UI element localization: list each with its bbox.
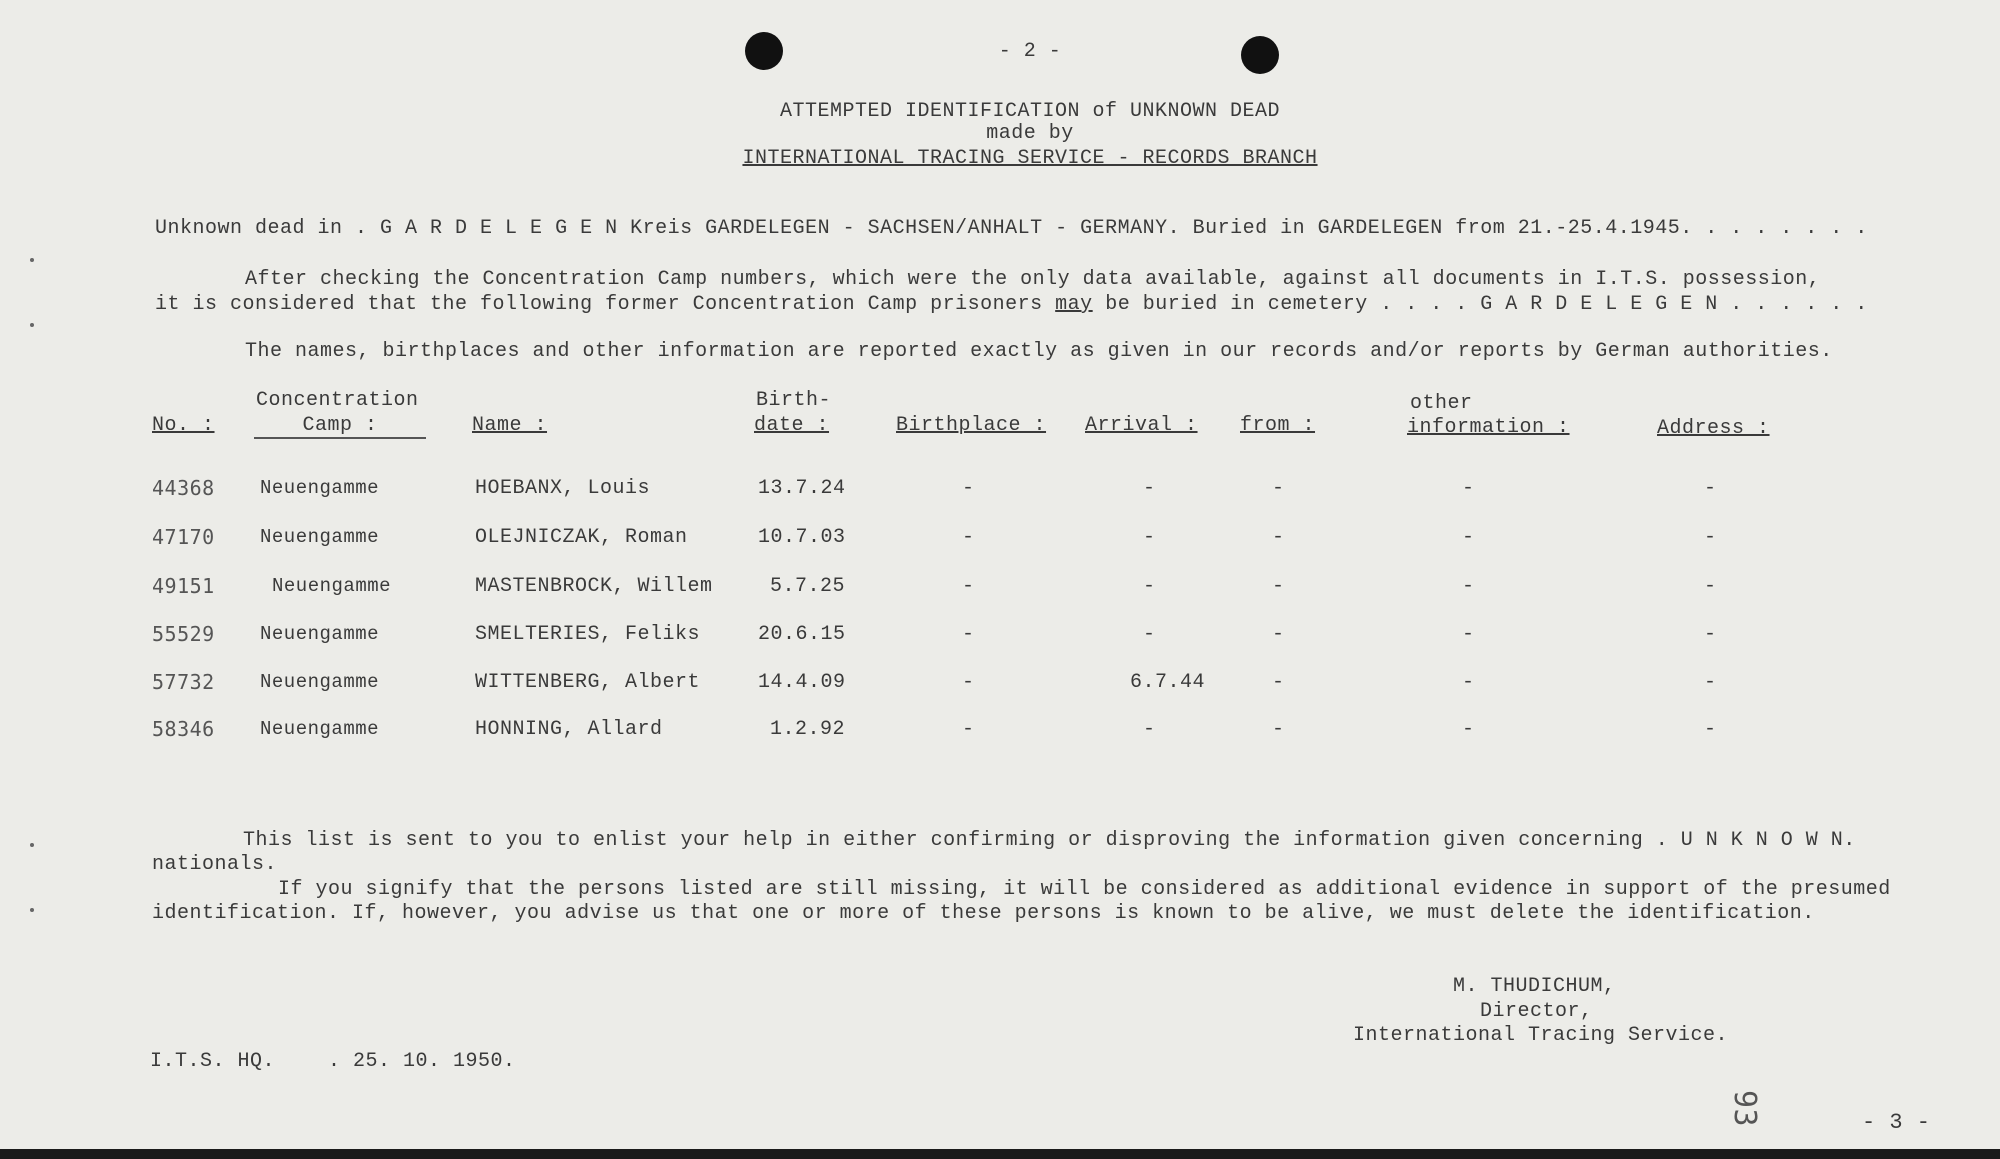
records-note: The names, birthplaces and other information are reported exactly as given in our records and/or reports by German authorities.: [245, 340, 1833, 363]
row1-no: 44368: [152, 476, 215, 500]
next-page-indicator: - 3 -: [1862, 1110, 1931, 1135]
footer-hq: I.T.S. HQ.: [150, 1050, 276, 1073]
row5-birthplace: -: [962, 671, 975, 694]
row5-no: 57732: [152, 670, 215, 694]
row1-address: -: [1704, 477, 1717, 500]
row6-other: -: [1462, 718, 1475, 741]
intro-line2-may: may: [1055, 293, 1093, 316]
row2-from: -: [1272, 526, 1285, 549]
row1-name: HOEBANX, Louis: [475, 477, 651, 500]
row1-from: -: [1272, 477, 1285, 500]
col-header-no: No. :: [152, 414, 215, 437]
row3-birthdate: 5.7.25: [770, 575, 846, 598]
row2-no: 47170: [152, 525, 215, 549]
location-line: Unknown dead in . G A R D E L E G E N Kreis GARDELEGEN - SACHSEN/ANHALT - GERMANY. Buried in GARDELEGEN from 21.-25.4.1945. . . . . . . .: [155, 217, 1868, 240]
row3-other: -: [1462, 575, 1475, 598]
row2-arrival: -: [1143, 526, 1156, 549]
intro-paragraph-line1: After checking the Concentration Camp numbers, which were the only data available, against all documents in I.T.S. possession,: [245, 268, 1821, 291]
punch-hole-left: [745, 32, 783, 70]
col-header-birth-top: Birth-: [756, 389, 832, 412]
signature-name: M. THUDICHUM,: [1453, 975, 1616, 998]
row2-other: -: [1462, 526, 1475, 549]
col-header-other-top: other: [1410, 392, 1473, 415]
closing-para2-line2: identification. If, however, you advise us that one or more of these persons is known to be alive, we must delete the identification.: [152, 902, 1815, 925]
col-header-address: Address :: [1657, 417, 1770, 440]
header-title: ATTEMPTED IDENTIFICATION of UNKNOWN DEAD: [779, 100, 1281, 123]
row4-arrival: -: [1143, 623, 1156, 646]
row6-address: -: [1704, 718, 1717, 741]
col-header-name: Name :: [472, 414, 548, 437]
row4-address: -: [1704, 623, 1717, 646]
row6-no: 58346: [152, 717, 215, 741]
col-header-camp-top: Concentration: [256, 389, 419, 412]
intro-line2-start: it is considered that the following former Concentration Camp prisoners: [155, 293, 1043, 316]
row5-arrival: 6.7.44: [1130, 671, 1206, 694]
row1-birthplace: -: [962, 477, 975, 500]
row5-name: WITTENBERG, Albert: [475, 671, 701, 694]
signature-org: International Tracing Service.: [1353, 1024, 1729, 1047]
row3-arrival: -: [1143, 575, 1156, 598]
header-service: INTERNATIONAL TRACING SERVICE - RECORDS BRANCH: [742, 147, 1318, 170]
col-header-from: from :: [1240, 414, 1316, 437]
row6-camp: Neuengamme: [260, 718, 380, 740]
col-header-arrival: Arrival :: [1085, 414, 1198, 437]
col-header-birthplace: Birthplace :: [896, 414, 1047, 437]
closing-para2-line1: If you signify that the persons listed are still missing, it will be considered as additional evidence in support of the presumed: [278, 878, 1891, 901]
margin-speck: [30, 908, 34, 912]
row5-other: -: [1462, 671, 1475, 694]
margin-speck: [30, 323, 34, 327]
handwritten-page-number: 93: [1727, 1090, 1762, 1128]
row2-birthdate: 10.7.03: [758, 526, 846, 549]
margin-speck: [30, 843, 34, 847]
row6-arrival: -: [1143, 718, 1156, 741]
row5-birthdate: 14.4.09: [758, 671, 846, 694]
row5-camp: Neuengamme: [260, 671, 380, 693]
row2-camp: Neuengamme: [260, 526, 380, 548]
row4-birthdate: 20.6.15: [758, 623, 846, 646]
row4-camp: Neuengamme: [260, 623, 380, 645]
col-header-camp-bottom: Camp :: [254, 414, 426, 439]
row4-name: SMELTERIES, Feliks: [475, 623, 701, 646]
row2-name: OLEJNICZAK, Roman: [475, 526, 688, 549]
closing-para1-line1: This list is sent to you to enlist your help in either confirming or disproving the information given concerning . U N K N O W N.: [243, 829, 1856, 852]
row3-from: -: [1272, 575, 1285, 598]
intro-line2-end: be buried in cemetery . . . . G A R D E L E G E N . . . . . .: [1105, 293, 1868, 316]
row2-birthplace: -: [962, 526, 975, 549]
row2-address: -: [1704, 526, 1717, 549]
row3-no: 49151: [152, 574, 215, 598]
row6-name: HONNING, Allard: [475, 718, 663, 741]
row1-arrival: -: [1143, 477, 1156, 500]
row1-camp: Neuengamme: [260, 477, 380, 499]
signature-title: Director,: [1480, 1000, 1593, 1023]
row4-from: -: [1272, 623, 1285, 646]
header-made-by: made by: [986, 122, 1074, 145]
col-header-other-bottom: information :: [1407, 416, 1570, 439]
row6-birthdate: 1.2.92: [770, 718, 846, 741]
page-number: - 2 -: [998, 40, 1062, 63]
row4-no: 55529: [152, 622, 215, 646]
row4-birthplace: -: [962, 623, 975, 646]
intro-paragraph-line2: [155, 293, 1868, 316]
punch-hole-right: [1241, 36, 1279, 74]
row6-birthplace: -: [962, 718, 975, 741]
row3-name: MASTENBROCK, Willem: [475, 575, 713, 598]
scan-bottom-edge: [0, 1149, 2000, 1159]
row3-birthplace: -: [962, 575, 975, 598]
row5-address: -: [1704, 671, 1717, 694]
closing-para1-line2: nationals.: [152, 853, 278, 876]
col-header-birth-bottom: date :: [754, 414, 830, 437]
row3-address: -: [1704, 575, 1717, 598]
row6-from: -: [1272, 718, 1285, 741]
margin-speck: [30, 258, 34, 262]
row1-birthdate: 13.7.24: [758, 477, 846, 500]
row1-other: -: [1462, 477, 1475, 500]
footer-date: . 25. 10. 1950.: [328, 1050, 516, 1073]
row3-camp: Neuengamme: [272, 575, 392, 597]
row4-other: -: [1462, 623, 1475, 646]
row5-from: -: [1272, 671, 1285, 694]
